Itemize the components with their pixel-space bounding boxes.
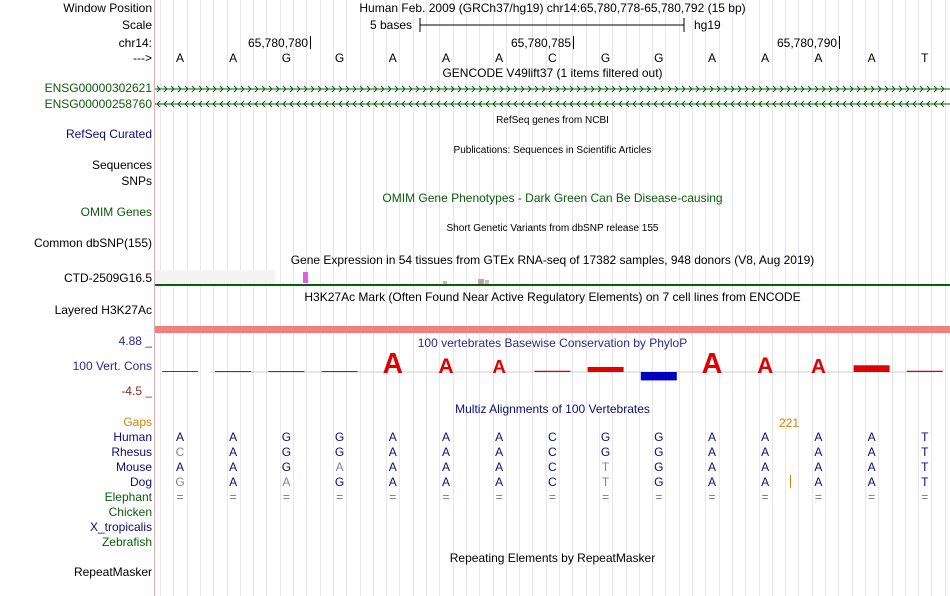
species-label[interactable]: X_tropicalis <box>89 520 152 534</box>
alignment-base: = <box>868 490 876 504</box>
repeatmasker-track-title: Repeating Elements by RepeatMasker <box>449 551 656 565</box>
species-label[interactable]: Dog <box>129 475 152 489</box>
phylop-mark <box>215 371 251 372</box>
phylop-min-label: -4.5 _ <box>121 384 152 398</box>
phylop-mark: A <box>382 352 403 379</box>
scale-label: Scale <box>121 18 152 32</box>
gencode-gene-features[interactable] <box>155 82 950 112</box>
alignment-base: = <box>655 490 663 504</box>
alignment-base: T <box>601 475 610 489</box>
reference-base: A <box>229 51 238 65</box>
gtex-gene-label[interactable]: CTD-2509G16.5 <box>63 271 152 285</box>
phylop-mark <box>162 371 198 372</box>
ruler-pos-2: 65,780,785 <box>511 36 574 50</box>
alignment-base: A <box>814 430 823 444</box>
alignment-base: A <box>495 475 504 489</box>
species-label[interactable]: Zebrafish <box>101 535 152 549</box>
alignment-base: G <box>334 430 345 444</box>
phylop-mark <box>641 372 677 380</box>
alignment-base: A <box>229 430 238 444</box>
reference-base: A <box>707 51 716 65</box>
phylop-mark <box>854 365 890 372</box>
reference-base: G <box>600 51 611 65</box>
alignment-base: A <box>761 460 770 474</box>
phylop-mark <box>268 371 304 372</box>
alignment-base: G <box>281 460 292 474</box>
alignment-base: A <box>867 460 876 474</box>
dbsnp-track-title: Short Genetic Variants from dbSNP release 155 <box>446 223 659 234</box>
alignment-base: T <box>921 430 929 444</box>
alignment-base: G <box>281 445 292 459</box>
reference-base: A <box>761 51 770 65</box>
gencode-gene-2-label[interactable]: ENSG00000258760 <box>44 97 152 111</box>
reference-base: C <box>548 51 557 65</box>
phylop-mark: A <box>810 355 826 378</box>
alignment-base: A <box>388 460 397 474</box>
h3k27ac-track-title: H3K27Ac Mark (Often Found Near Active Regulatory Elements) on 7 cell lines from ENCODE <box>304 290 801 304</box>
multiz-track-title: Multiz Alignments of 100 Vertebrates <box>455 402 650 416</box>
alignment-base: = <box>442 490 450 504</box>
reference-base: T <box>921 51 929 65</box>
alignment-base: G <box>654 430 664 444</box>
gaps-label: Gaps <box>123 415 152 429</box>
alignment-base: A <box>335 460 344 474</box>
species-label[interactable]: Rhesus <box>111 445 152 459</box>
h3k27ac-signal[interactable] <box>155 326 950 333</box>
scale-text: 5 bases <box>370 18 413 32</box>
phylop-mark: A <box>492 356 506 377</box>
strand-arrow-label: ---> <box>133 51 152 65</box>
omim-track-label[interactable]: OMIM Genes <box>80 205 152 219</box>
alignment-base: A <box>761 445 770 459</box>
alignment-base: A <box>388 475 397 489</box>
alignment-base: C <box>548 445 557 459</box>
alignment-base: C <box>175 445 185 459</box>
alignment-base: A <box>229 460 238 474</box>
alignment-base: G <box>281 430 292 444</box>
window-position-value: Human Feb. 2009 (GRCh37/hg19) chr14:65,780,778-65,780,792 (15 bp) <box>359 1 746 15</box>
species-label[interactable]: Human <box>113 430 152 444</box>
refseq-track-title: RefSeq genes from NCBI <box>496 115 609 126</box>
alignment-base: = <box>761 490 769 504</box>
dbsnp-track-label[interactable]: Common dbSNP(155) <box>33 236 152 250</box>
alignment-base: = <box>602 490 610 504</box>
alignment-base: = <box>282 490 290 504</box>
alignment-base: A <box>707 475 716 489</box>
alignment-base: A <box>707 460 716 474</box>
alignment-base: A <box>229 475 238 489</box>
alignment-base: = <box>389 490 397 504</box>
alignment-base: A <box>707 445 716 459</box>
species-label[interactable]: Elephant <box>104 490 152 504</box>
alignment-base: A <box>495 460 504 474</box>
phylop-mark: A <box>438 355 454 378</box>
phylop-mark <box>534 371 570 372</box>
reference-base: A <box>867 51 876 65</box>
ruler-pos-3: 65,780,790 <box>777 36 840 50</box>
alignment-base: A <box>441 460 450 474</box>
phylop-mark <box>322 371 358 372</box>
alignment-base: C <box>548 430 557 444</box>
pubs-sequences-label[interactable]: Sequences <box>91 158 152 172</box>
alignment-base: A <box>175 430 184 444</box>
alignment-base: = <box>814 490 822 504</box>
alignment-base: A <box>495 445 504 459</box>
omim-track-title: OMIM Gene Phenotypes - Dark Green Can Be Disease-causing <box>382 191 723 205</box>
pubs-track-title: Publications: Sequences in Scientific Articles <box>453 145 652 156</box>
alignment-base: A <box>867 445 876 459</box>
alignment-base: A <box>388 445 397 459</box>
alignment-base: A <box>282 475 291 489</box>
species-label[interactable]: Chicken <box>108 505 152 519</box>
alignment-base: G <box>175 475 185 489</box>
alignment-base: A <box>441 430 450 444</box>
reference-sequence <box>0 51 950 65</box>
alignment-base: G <box>654 460 664 474</box>
gtex-expression-graph[interactable] <box>155 270 950 288</box>
reference-base: A <box>814 51 823 65</box>
ruler-pos-1: 65,780,780 <box>248 36 311 50</box>
alignment-base: A <box>441 445 450 459</box>
alignment-base: C <box>548 475 557 489</box>
alignment-base: A <box>814 475 823 489</box>
reference-base: A <box>495 51 504 65</box>
window-position-label: Window Position <box>63 1 152 15</box>
alignment-base: = <box>176 490 184 504</box>
pubs-snps-label[interactable]: SNPs <box>121 174 152 188</box>
alignment-base: G <box>654 475 664 489</box>
reference-base: A <box>388 51 397 65</box>
alignment-base: A <box>707 430 716 444</box>
gencode-gene-1-label[interactable]: ENSG00000302621 <box>44 81 152 95</box>
alignment-base: T <box>921 460 929 474</box>
phylop-mark <box>588 367 624 372</box>
gaps-count: 221 <box>779 416 800 430</box>
chrom-label: chr14: <box>118 36 152 50</box>
alignment-base: = <box>229 490 237 504</box>
phylop-track-title: 100 vertebrates Basewise Conservation by PhyloP <box>417 336 688 350</box>
alignment-base: G <box>654 445 664 459</box>
scale-bar <box>418 16 688 34</box>
insertion-marker <box>790 475 791 488</box>
alignment-base: A <box>175 460 184 474</box>
alignment-base: A <box>761 430 770 444</box>
alignment-base: T <box>601 460 610 474</box>
gencode-track-title: GENCODE V49lift37 (1 items filtered out) <box>442 66 663 80</box>
alignment-base: A <box>229 445 238 459</box>
alignment-base: A <box>867 430 876 444</box>
alignment-base: A <box>761 475 770 489</box>
alignment-base: G <box>600 445 611 459</box>
gtex-track-title: Gene Expression in 54 tissues from GTEx RNA-seq of 17382 samples, 948 donors (V8, Aug 2019) <box>290 253 815 267</box>
scale-db: hg19 <box>694 18 721 32</box>
h3k27ac-track-label[interactable]: Layered H3K27Ac <box>54 303 152 317</box>
refseq-track-label[interactable]: RefSeq Curated <box>65 127 152 141</box>
alignment-base: A <box>814 460 823 474</box>
alignment-base: = <box>548 490 556 504</box>
reference-base: A <box>441 51 450 65</box>
phylop-mark: A <box>757 353 774 378</box>
reference-base: A <box>175 51 184 65</box>
reference-base: G <box>654 51 664 65</box>
repeatmasker-track-label[interactable]: RepeatMasker <box>73 565 152 579</box>
alignment-base: C <box>548 460 557 474</box>
phylop-mark: A <box>701 352 723 380</box>
reference-base: G <box>281 51 292 65</box>
alignment-base: A <box>441 475 450 489</box>
alignment-base: A <box>867 475 876 489</box>
alignment-base: A <box>388 430 397 444</box>
alignment-base: A <box>495 430 504 444</box>
reference-base: G <box>334 51 345 65</box>
alignment-base: T <box>921 475 929 489</box>
alignment-base: T <box>921 445 929 459</box>
alignment-base: = <box>708 490 716 504</box>
alignment-base: A <box>814 445 823 459</box>
alignment-base: G <box>600 430 611 444</box>
phylop-track-label[interactable]: 100 Vert. Cons <box>72 359 152 373</box>
alignment-base: = <box>921 490 929 504</box>
species-label[interactable]: Mouse <box>115 460 152 474</box>
alignment-base: = <box>336 490 344 504</box>
phylop-mark <box>907 371 943 372</box>
phylop-conservation-graph[interactable] <box>155 352 950 392</box>
alignment-base: G <box>334 445 345 459</box>
phylop-max-label: 4.88 _ <box>118 334 152 348</box>
track-label-column <box>0 0 154 596</box>
alignment-base: G <box>334 475 345 489</box>
alignment-base: = <box>495 490 503 504</box>
